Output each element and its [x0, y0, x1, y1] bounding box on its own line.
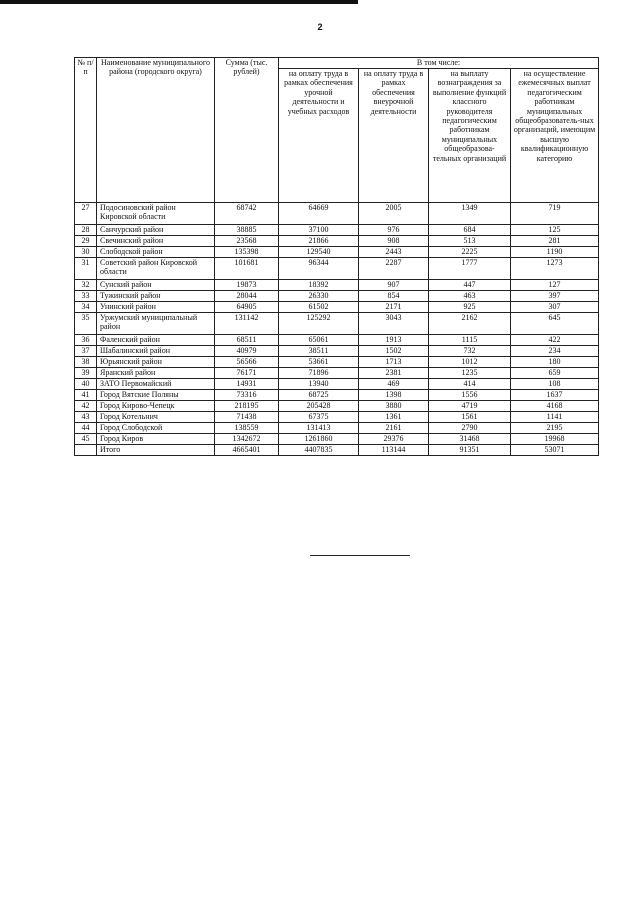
- row-col3: 925: [429, 302, 511, 313]
- table-row: [75, 258, 599, 280]
- row-col3: 2162: [429, 313, 511, 335]
- row-col4: 4168: [511, 401, 599, 412]
- row-col1: 61502: [279, 302, 359, 313]
- row-name: ЗАТО Первомайский: [97, 379, 215, 390]
- row-name: Город Киров: [97, 434, 215, 445]
- row-col4: 125: [511, 225, 599, 236]
- row-col2: 854: [359, 291, 429, 302]
- row-col3: 1115: [429, 335, 511, 346]
- row-col3: 1777: [429, 258, 511, 280]
- row-col1: 205428: [279, 401, 359, 412]
- row-col1: 26330: [279, 291, 359, 302]
- row-col1: 38511: [279, 346, 359, 357]
- row-col2: 113144: [359, 445, 429, 456]
- row-col1: 64669: [279, 203, 359, 225]
- row-number: 41: [75, 390, 97, 401]
- table-body: [75, 203, 599, 456]
- row-col3: 1556: [429, 390, 511, 401]
- table-row: [75, 357, 599, 368]
- row-col3: 4719: [429, 401, 511, 412]
- table-row: [75, 434, 599, 445]
- row-col4: 281: [511, 236, 599, 247]
- row-number: 36: [75, 335, 97, 346]
- table-row: [75, 302, 599, 313]
- table-row: [75, 280, 599, 291]
- row-col4: 127: [511, 280, 599, 291]
- footer-rule: [310, 555, 410, 556]
- header-including: В том числе:: [279, 58, 599, 69]
- row-number: 40: [75, 379, 97, 390]
- table-row: [75, 412, 599, 423]
- row-col4: 180: [511, 357, 599, 368]
- row-number: 39: [75, 368, 97, 379]
- row-col2: 1713: [359, 357, 429, 368]
- row-name: Советский район Кировской области: [97, 258, 215, 280]
- row-name: Город Кирово-Чепецк: [97, 401, 215, 412]
- row-col2: 2161: [359, 423, 429, 434]
- row-col2: 2381: [359, 368, 429, 379]
- row-sum: 135398: [215, 247, 279, 258]
- row-col1: 18392: [279, 280, 359, 291]
- row-col3: 463: [429, 291, 511, 302]
- row-name: Подосиновский район Кировской области: [97, 203, 215, 225]
- row-sum: 76171: [215, 368, 279, 379]
- row-col2: 1913: [359, 335, 429, 346]
- table-row: [75, 368, 599, 379]
- row-col3: 1561: [429, 412, 511, 423]
- row-sum: 64905: [215, 302, 279, 313]
- row-name: Яранский район: [97, 368, 215, 379]
- top-rule: [0, 0, 358, 4]
- row-col1: 131413: [279, 423, 359, 434]
- row-sum: 101681: [215, 258, 279, 280]
- row-col1: 67375: [279, 412, 359, 423]
- table-row: [75, 203, 599, 225]
- row-col3: 684: [429, 225, 511, 236]
- row-col3: 2225: [429, 247, 511, 258]
- table-row: [75, 313, 599, 335]
- row-col1: 125292: [279, 313, 359, 335]
- row-col4: 2195: [511, 423, 599, 434]
- row-sum: 14931: [215, 379, 279, 390]
- row-col2: 3043: [359, 313, 429, 335]
- row-col2: 2005: [359, 203, 429, 225]
- row-name: Уржумский муниципальный район: [97, 313, 215, 335]
- header-col2: на оплату труда в рамках обеспечения внеурочной деятельности: [359, 69, 429, 203]
- header-sum: Сумма (тыс. рублей): [215, 58, 279, 203]
- row-col3: 1349: [429, 203, 511, 225]
- row-col2: 907: [359, 280, 429, 291]
- row-col3: 1235: [429, 368, 511, 379]
- row-col3: 732: [429, 346, 511, 357]
- row-col3: 447: [429, 280, 511, 291]
- header-col3: на выплату вознаграждения за выполнение функций классного руководителя педагогическим работникам муниципальных общеобразова-тельных организаций: [429, 69, 511, 203]
- row-number: [75, 445, 97, 456]
- row-sum: 218195: [215, 401, 279, 412]
- header-name: Наименование муниципального района (городского округа): [97, 58, 215, 203]
- row-col4: 397: [511, 291, 599, 302]
- row-number: 32: [75, 280, 97, 291]
- header-col4: на осуществление ежемесячных выплат педагогическим работникам муниципальных общеобразователь-ных организаций, имеющим высшую квалификационную категорию: [511, 69, 599, 203]
- table-row: [75, 423, 599, 434]
- table-row: [75, 379, 599, 390]
- row-col3: 1012: [429, 357, 511, 368]
- row-number: 43: [75, 412, 97, 423]
- row-col2: 908: [359, 236, 429, 247]
- row-col2: 976: [359, 225, 429, 236]
- row-col4: 19968: [511, 434, 599, 445]
- row-sum: 138559: [215, 423, 279, 434]
- row-col1: 13940: [279, 379, 359, 390]
- row-col4: 1141: [511, 412, 599, 423]
- row-sum: 56566: [215, 357, 279, 368]
- page-number: 2: [317, 22, 323, 32]
- row-col2: 2287: [359, 258, 429, 280]
- row-number: 31: [75, 258, 97, 280]
- row-col4: 1273: [511, 258, 599, 280]
- row-number: 33: [75, 291, 97, 302]
- row-number: 44: [75, 423, 97, 434]
- row-number: 30: [75, 247, 97, 258]
- row-name: Тужинский район: [97, 291, 215, 302]
- row-name: Город Котельнич: [97, 412, 215, 423]
- row-col4: 307: [511, 302, 599, 313]
- row-col4: 645: [511, 313, 599, 335]
- row-col4: 422: [511, 335, 599, 346]
- table-row: [75, 346, 599, 357]
- row-name: Город Слободской: [97, 423, 215, 434]
- row-col1: 65061: [279, 335, 359, 346]
- row-col3: 2790: [429, 423, 511, 434]
- row-name: Город Вятские Поляны: [97, 390, 215, 401]
- row-col1: 4407835: [279, 445, 359, 456]
- row-col4: 719: [511, 203, 599, 225]
- row-number: 42: [75, 401, 97, 412]
- row-sum: 28044: [215, 291, 279, 302]
- row-col2: 2443: [359, 247, 429, 258]
- budget-table: [74, 57, 599, 456]
- row-col2: 3880: [359, 401, 429, 412]
- row-name: Шабалинский район: [97, 346, 215, 357]
- table-row: [75, 247, 599, 258]
- row-col2: 2171: [359, 302, 429, 313]
- row-name: Итого: [97, 445, 215, 456]
- row-col3: 31468: [429, 434, 511, 445]
- table-row: [75, 236, 599, 247]
- table-row: [75, 445, 599, 456]
- table-row: [75, 335, 599, 346]
- row-sum: 73316: [215, 390, 279, 401]
- row-number: 29: [75, 236, 97, 247]
- header-num: № п/п: [75, 58, 97, 203]
- table-row: [75, 225, 599, 236]
- row-name: Юрьянский район: [97, 357, 215, 368]
- row-col1: 1261860: [279, 434, 359, 445]
- row-name: Унинский район: [97, 302, 215, 313]
- row-col4: 1190: [511, 247, 599, 258]
- row-sum: 23568: [215, 236, 279, 247]
- row-col1: 37100: [279, 225, 359, 236]
- row-sum: 68742: [215, 203, 279, 225]
- row-sum: 1342672: [215, 434, 279, 445]
- row-col4: 108: [511, 379, 599, 390]
- row-number: 45: [75, 434, 97, 445]
- row-name: Свечинский район: [97, 236, 215, 247]
- row-sum: 38885: [215, 225, 279, 236]
- row-col3: 513: [429, 236, 511, 247]
- row-col4: 234: [511, 346, 599, 357]
- row-col1: 96344: [279, 258, 359, 280]
- table-row: [75, 390, 599, 401]
- row-sum: 40979: [215, 346, 279, 357]
- row-col4: 53071: [511, 445, 599, 456]
- row-col2: 469: [359, 379, 429, 390]
- row-sum: 71438: [215, 412, 279, 423]
- table-row: [75, 401, 599, 412]
- row-col3: 414: [429, 379, 511, 390]
- row-number: 38: [75, 357, 97, 368]
- row-col2: 1502: [359, 346, 429, 357]
- row-number: 37: [75, 346, 97, 357]
- row-number: 27: [75, 203, 97, 225]
- row-col1: 71896: [279, 368, 359, 379]
- row-name: Санчурский район: [97, 225, 215, 236]
- table-row: [75, 291, 599, 302]
- row-number: 28: [75, 225, 97, 236]
- row-col2: 29376: [359, 434, 429, 445]
- row-name: Фаленский район: [97, 335, 215, 346]
- row-sum: 19873: [215, 280, 279, 291]
- row-name: Сунский район: [97, 280, 215, 291]
- row-col1: 68725: [279, 390, 359, 401]
- row-sum: 68511: [215, 335, 279, 346]
- row-number: 34: [75, 302, 97, 313]
- row-col4: 659: [511, 368, 599, 379]
- row-col2: 1361: [359, 412, 429, 423]
- row-name: Слободской район: [97, 247, 215, 258]
- row-col1: 53661: [279, 357, 359, 368]
- row-col4: 1637: [511, 390, 599, 401]
- row-col3: 91351: [429, 445, 511, 456]
- row-sum: 4665401: [215, 445, 279, 456]
- row-sum: 131142: [215, 313, 279, 335]
- row-col2: 1398: [359, 390, 429, 401]
- row-col1: 21866: [279, 236, 359, 247]
- row-col1: 129540: [279, 247, 359, 258]
- row-number: 35: [75, 313, 97, 335]
- header-col1: на оплату труда в рамках обеспечения урочной деятельности и учебных расходов: [279, 69, 359, 203]
